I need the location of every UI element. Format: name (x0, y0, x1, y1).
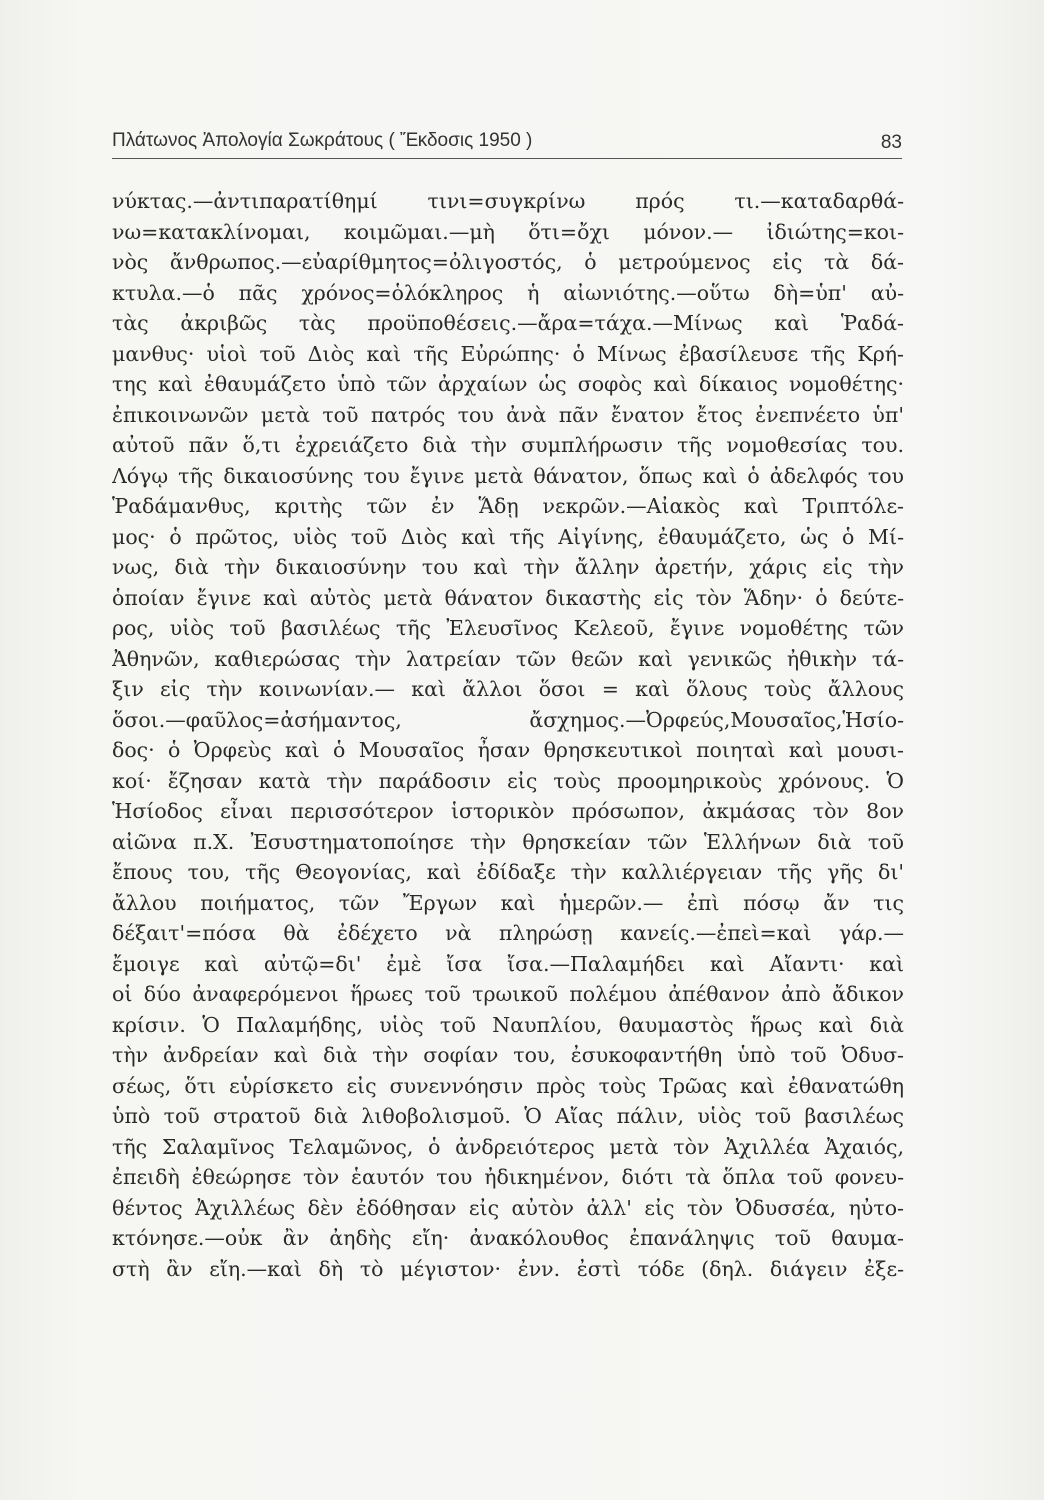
text-line: κτόνησε.—οὐκ ἂν ἀηδὴς εἴη· ἀνακόλουθος ἐπανάληψις τοῦ θαυμα- (112, 1226, 904, 1250)
text-line: μος· ὁ πρῶτος, υἱὸς τοῦ Διὸς καὶ τῆς Αἰγίνης, ἐθαυμάζετο, ὡς ὁ Μί- (112, 524, 904, 549)
page-number: 83 (880, 132, 902, 153)
text-line: ἔμοιγε καὶ αὐτῷ=δι' ἐμὲ ἴσα ἴσα.—Παλαμήδει καὶ Αἴαντι· καὶ (112, 951, 904, 976)
text-line: στὴ ἂν εἴη.—καὶ δὴ τὸ μέγιστον· ἐνν. ἐστὶ τόδε (δηλ. διάγειν ἐξε- (112, 1256, 904, 1281)
text-line: ρος, υἱὸς τοῦ βασιλέως τῆς Ἐλευσῖνος Κελεοῦ, ἔγινε νομοθέτης τῶν (112, 616, 904, 640)
running-title: Πλάτωνος Ἀπολογία Σωκράτους ( Ἔκδοσις 1950 ) (112, 130, 533, 151)
text-line: ὁποίαν ἔγινε καὶ αὐτὸς μετὰ θάνατον δικαστὴς εἰς τὸν Ἅδην· ὁ δεύτε- (112, 585, 904, 610)
text-line: οἱ δύο ἀναφερόμενοι ἥρωες τοῦ τρωικοῦ πολέμου ἀπέθανον ἀπὸ ἄδικον (112, 982, 904, 1006)
text-line: κρίσιν. Ὁ Παλαμήδης, υἱὸς τοῦ Ναυπλίου, θαυμαστὸς ἥρως καὶ διὰ (112, 1012, 904, 1037)
text-line: ἄλλου ποιήματος, τῶν Ἔργων καὶ ἡμερῶν.— ἐπὶ πόσῳ ἄν τις (112, 890, 904, 915)
text-line: τὴν ἀνδρείαν καὶ διὰ τὴν σοφίαν του, ἐσυκοφαντήθη ὑπὸ τοῦ Ὀδυσ- (112, 1043, 904, 1067)
text-line: ξιν εἰς τὴν κοινωνίαν.— καὶ ἄλλοι ὅσοι = καὶ ὅλους τοὺς ἄλλους (112, 677, 904, 701)
text-line: ἔπους του, τῆς Θεογονίας, καὶ ἐδίδαξε τὴν καλλιέργειαν τῆς γῆς δι' (112, 860, 904, 884)
text-line: ὅσοι.—φαῦλος=ἀσήμαντος, ἄσχημος.—Ὀρφεύς,Μουσαῖος,Ἡσίο- (112, 707, 904, 732)
text-line: δος· ὁ Ὀρφεὺς καὶ ὁ Μουσαῖος ἦσαν θρησκευτικοὶ ποιηταὶ καὶ μουσι- (112, 738, 904, 762)
running-head (112, 128, 902, 159)
text-line: ὑπὸ τοῦ στρατοῦ διὰ λιθοβολισμοῦ. Ὁ Αἴας πάλιν, υἱὸς τοῦ βασιλέως (112, 1104, 904, 1128)
text-line: ἐπειδὴ ἐθεώρησε τὸν ἑαυτόν του ἠδικημένον, διότι τὰ ὅπλα τοῦ φονευ- (112, 1165, 904, 1189)
text-line: τὰς ἀκριβῶς τὰς προϋποθέσεις.—ἄρα=τάχα.—Μίνως καὶ Ῥαδά- (112, 311, 904, 335)
text-line: δέξαιτ'=πόσα θὰ ἐδέχετο νὰ πληρώσῃ κανείς.—ἐπεὶ=καὶ γάρ.— (112, 921, 904, 945)
text-line: νὸς ἄνθρωπος.—εὐαρίθμητος=ὀλιγοστός, ὁ μετρούμενος εἰς τὰ δά- (112, 250, 904, 274)
text-line: αὐτοῦ πᾶν ὅ,τι ἐχρειάζετο διὰ τὴν συμπλήρωσιν τῆς νομοθεσίας του. (112, 433, 904, 457)
text-line: Λόγῳ τῆς δικαιοσύνης του ἔγινε μετὰ θάνατον, ὅπως καὶ ὁ ἀδελφός του (112, 463, 904, 488)
text-line: της καὶ ἐθαυμάζετο ὑπὸ τῶν ἀρχαίων ὡς σοφὸς καὶ δίκαιος νομοθέτης· (112, 372, 904, 396)
text-line: σέως, ὅτι εὑρίσκετο εἰς συνεννόησιν πρὸς τοὺς Τρῶας καὶ ἐθανατώθη (112, 1073, 904, 1098)
text-line: αἰῶνα π.Χ. Ἐσυστηματοποίησε τὴν θρησκείαν τῶν Ἑλλήνων διὰ τοῦ (112, 829, 904, 854)
text-line: τῆς Σαλαμῖνος Τελαμῶνος, ὁ ἀνδρειότερος μετὰ τὸν Ἀχιλλέα Ἀχαιός, (112, 1134, 904, 1159)
text-line: Ἀθηνῶν, καθιερώσας τὴν λατρείαν τῶν θεῶν καὶ γενικῶς ἠθικὴν τά- (112, 646, 904, 671)
text-line: νως, διὰ τὴν δικαιοσύνην του καὶ τὴν ἄλλην ἀρετήν, χάρις εἰς τὴν (112, 555, 904, 579)
text-line: κτυλα.—ὁ πᾶς χρόνος=ὁλόκληρος ἡ αἰωνιότης.—οὕτω δὴ=ὑπ' αὐ- (112, 280, 904, 305)
commentary-text (112, 186, 904, 1284)
text-line: νύκτας.—ἀντιπαρατίθημί τινι=συγκρίνω πρός τι.—καταδαρθά- (112, 189, 904, 213)
text-line: κοί· ἔζησαν κατὰ τὴν παράδοσιν εἰς τοὺς προομηρικοὺς χρόνους. Ὁ (112, 768, 904, 793)
text-line: μανθυς· υἱοὶ τοῦ Διὸς καὶ τῆς Εὐρώπης· ὁ Μίνως ἐβασίλευσε τῆς Κρή- (112, 341, 904, 366)
text-line: θέντος Ἀχιλλέως δὲν ἐδόθησαν εἰς αὐτὸν ἀλλ' εἰς τὸν Ὀδυσσέα, ηὐτο- (112, 1195, 904, 1220)
text-line: Ἡσίοδος εἶναι περισσότερον ἱστορικὸν πρόσωπον, ἀκμάσας τὸν 8ον (112, 799, 904, 823)
text-line: Ῥαδάμανθυς, κριτὴς τῶν ἐν Ἅδῃ νεκρῶν.—Αἰακὸς καὶ Τριπτόλε- (112, 494, 904, 518)
text-line: ἐπικοινωνῶν μετὰ τοῦ πατρός του ἀνὰ πᾶν ἔνατον ἔτος ἐνεπνέετο ὑπ' (112, 402, 904, 427)
text-line: νω=κατακλίνομαι, κοιμῶμαι.—μὴ ὅτι=ὄχι μόνον.— ἰδιώτης=κοι- (112, 219, 904, 244)
